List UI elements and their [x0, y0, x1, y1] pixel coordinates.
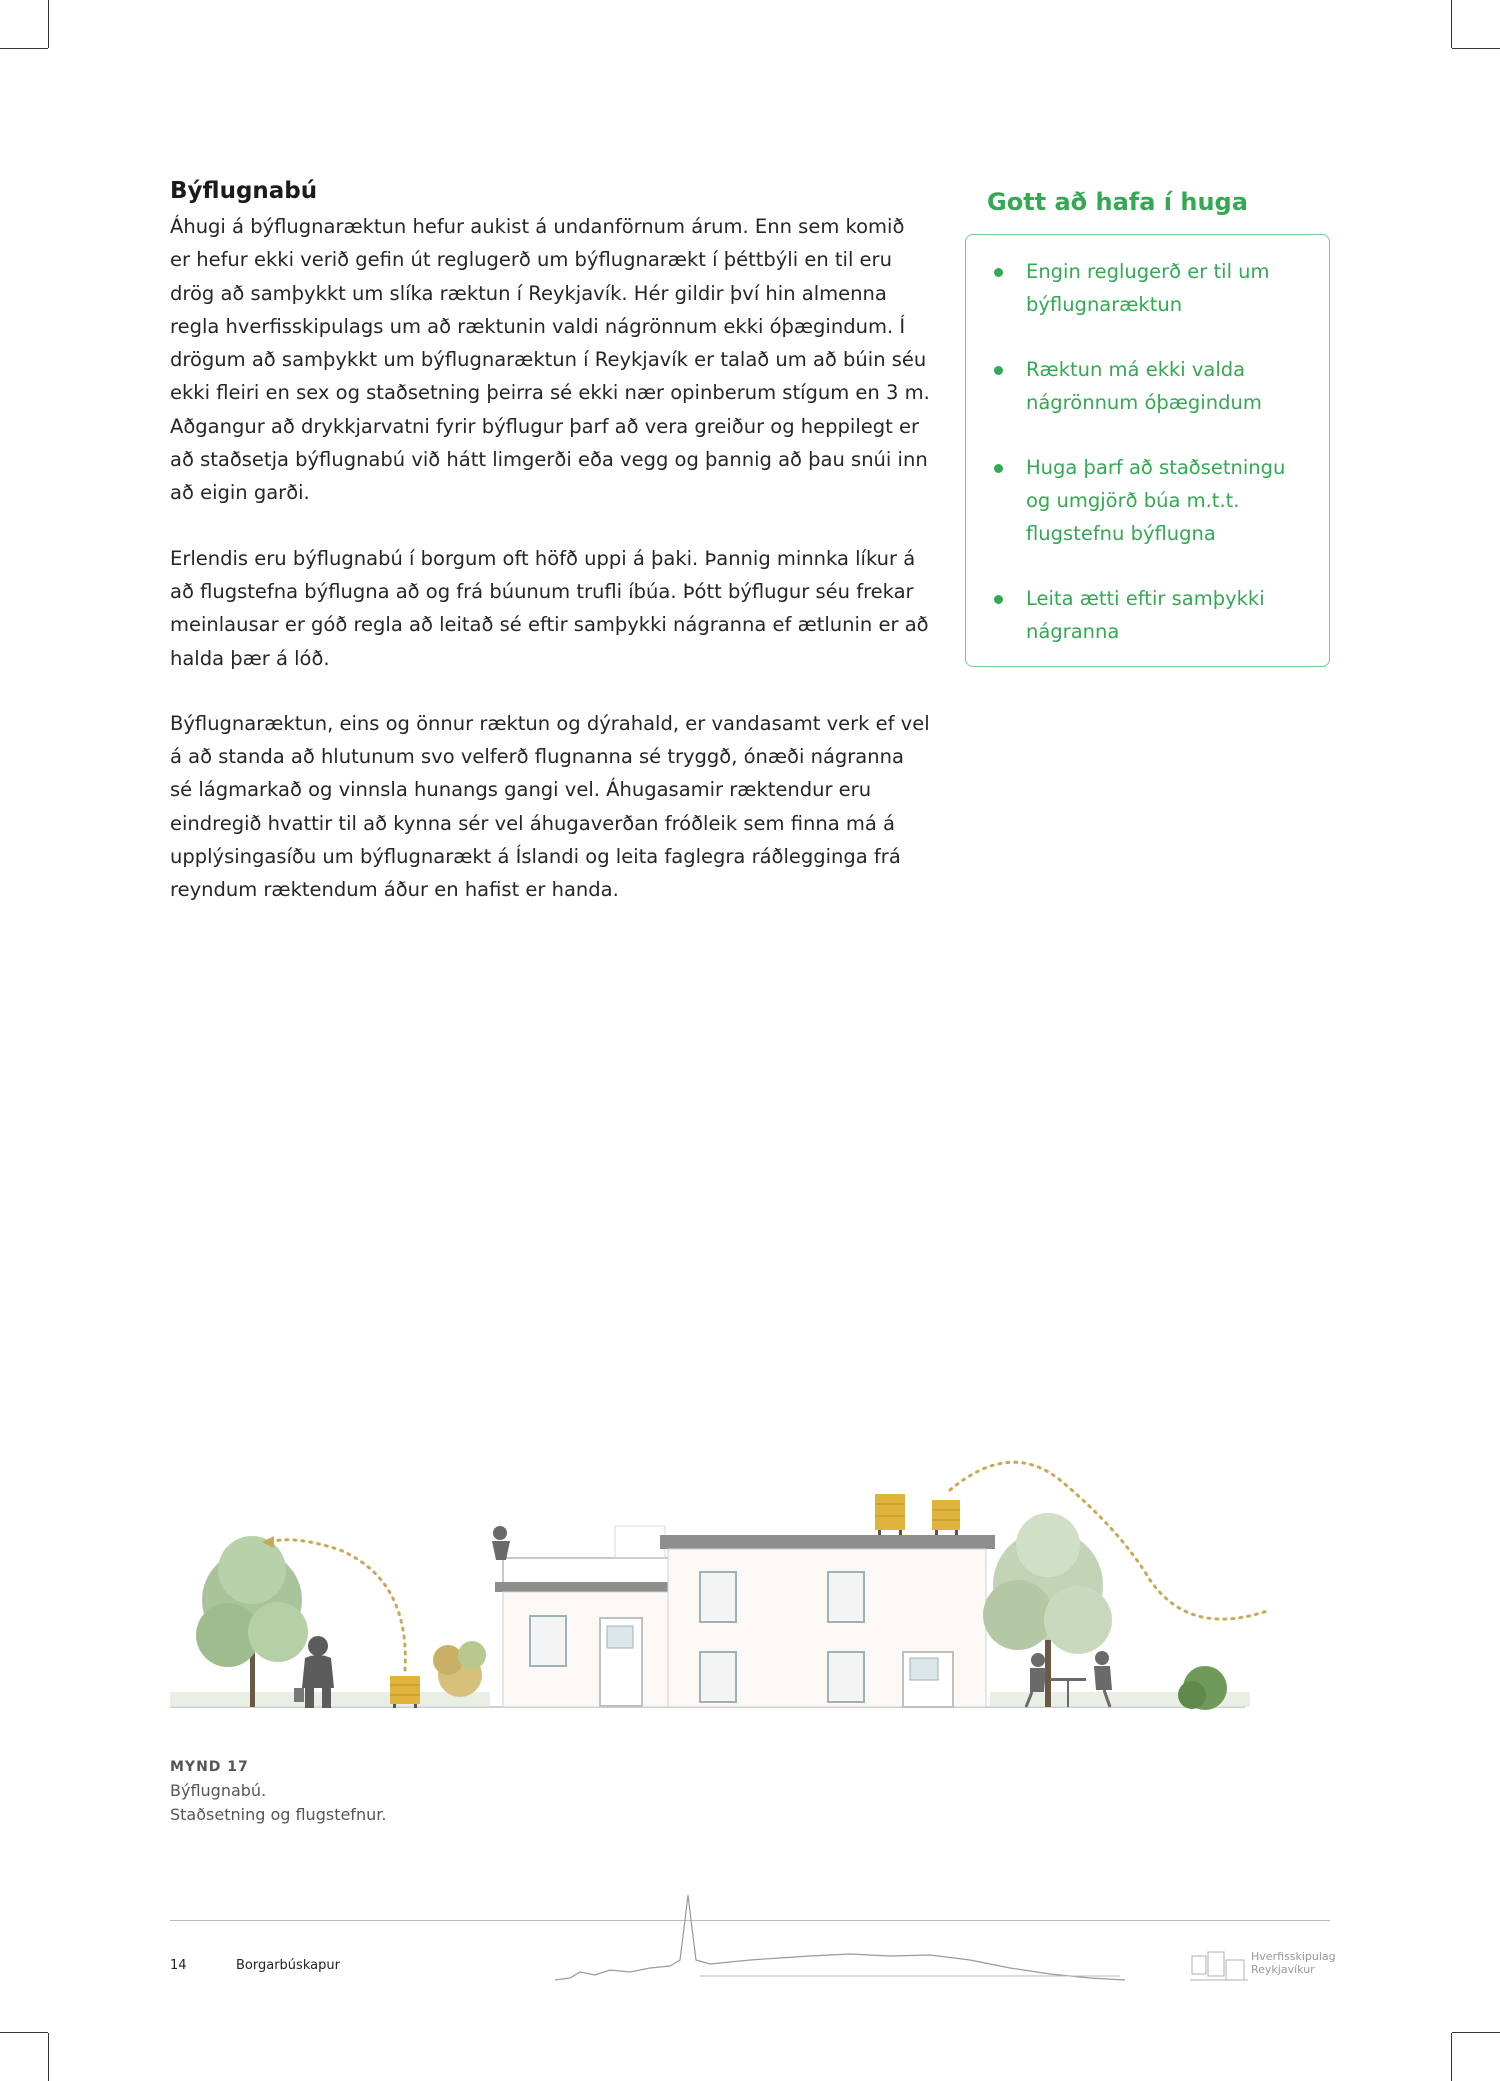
figure-number: MYND 17	[170, 1759, 249, 1775]
skyline-drawing	[550, 1890, 1130, 1990]
brand-text	[1251, 1950, 1336, 1976]
article-paragraph: Erlendis eru býflugnabú í borgum oft höfð uppi á þaki. Þannig minnka líkur á að flugstefna býflugna að og frá búunum trufli íbúa. Þótt býflugur séu frekar meinlausar er góð regla að leitað sé eftir samþykki nágranna ef ætlunin er að halda þær á lóð.	[170, 546, 929, 670]
article-title: Býflugnabú	[170, 178, 318, 204]
sidebar-box	[965, 234, 1330, 667]
crop-mark	[0, 2032, 48, 2033]
list-item: Engin reglugerð er til um býflugnaræktun	[994, 255, 1309, 321]
sidebar	[965, 188, 1330, 667]
house-annex	[495, 1526, 670, 1707]
crop-mark	[1451, 2033, 1452, 2081]
brand-line: Hverfisskipulag	[1251, 1950, 1336, 1963]
figure-caption	[170, 1755, 386, 1827]
tree-icon	[983, 1513, 1112, 1707]
person-icon	[492, 1526, 510, 1560]
sidebar-title: Gott að hafa í huga	[987, 188, 1248, 216]
house-illustration	[160, 1370, 1360, 1730]
caption-line: Býflugnabú.	[170, 1781, 267, 1800]
house-main	[660, 1535, 995, 1707]
section-name: Borgarbúskapur	[236, 1958, 340, 1973]
article-paragraph: Býflugnaræktun, eins og önnur ræktun og dýrahald, er vandasamt verk ef vel á að standa að hlutunum svo velferð flugnanna sé tryggð, ónæði nágranna sé lágmarkað og vinnsla hunangs gangi vel. Áhugasamir ræktendur eru eindregið hvattir til að kynna sér vel áhugaverðan fróðleik sem finna má á upplýsingasíðu um býflugnarækt á Íslandi og leita faglegra ráðlegginga frá reyndum ræktendum áður en hafist er handa.	[170, 711, 930, 902]
list-item: Ræktun má ekki valda nágrönnum óþægindum	[994, 353, 1309, 419]
crop-mark	[48, 0, 49, 48]
crop-mark	[1452, 48, 1500, 49]
crop-mark	[0, 48, 48, 49]
shrub-icon	[433, 1641, 486, 1697]
ground-beehive-icon	[390, 1676, 420, 1708]
article	[170, 178, 930, 939]
sidebar-list	[994, 255, 1309, 648]
bush-icon	[1178, 1666, 1227, 1710]
crop-mark	[1452, 2032, 1500, 2033]
caption-line: Staðsetning og flugstefnur.	[170, 1805, 387, 1824]
tree-icon	[196, 1536, 308, 1707]
list-item: Leita ætti eftir samþykki nágranna	[994, 582, 1309, 648]
crop-mark	[1451, 0, 1452, 48]
crop-mark	[48, 2033, 49, 2081]
page-number: 14	[170, 1958, 187, 1973]
article-paragraph: Áhugi á býflugnaræktun hefur aukist á undanförnum árum. Enn sem komið er hefur ekki verið gefin út reglugerð um býflugnarækt í þéttbýli en til eru drög að samþykkt um slíka ræktun í Reykjavík. Hér gildir því hin almenna regla hverfisskipulags um að ræktunin valdi nágrönnum ekki óþægindum. Í drögum að samþykkt um býflugnaræktun í Reykjavík er talað um að búin séu ekki fleiri en sex og staðsetning þeirra sé ekki nær opinberum stígum en 3 m. Aðgangur að drykkjarvatni fyrir býflugur þarf að vera greiður og heppilegt er að staðsetja býflugnabú við hátt limgerði eða vegg og þannig að þau snúi inn að eigin garði.	[170, 215, 930, 505]
roof-beehive-icon	[932, 1500, 960, 1535]
roof-beehive-icon	[875, 1494, 905, 1535]
brand-line: Reykjavíkur	[1251, 1963, 1315, 1976]
list-item: Huga þarf að staðsetningu og umgjörð búa m.t.t. flugstefnu býflugna	[994, 451, 1309, 550]
